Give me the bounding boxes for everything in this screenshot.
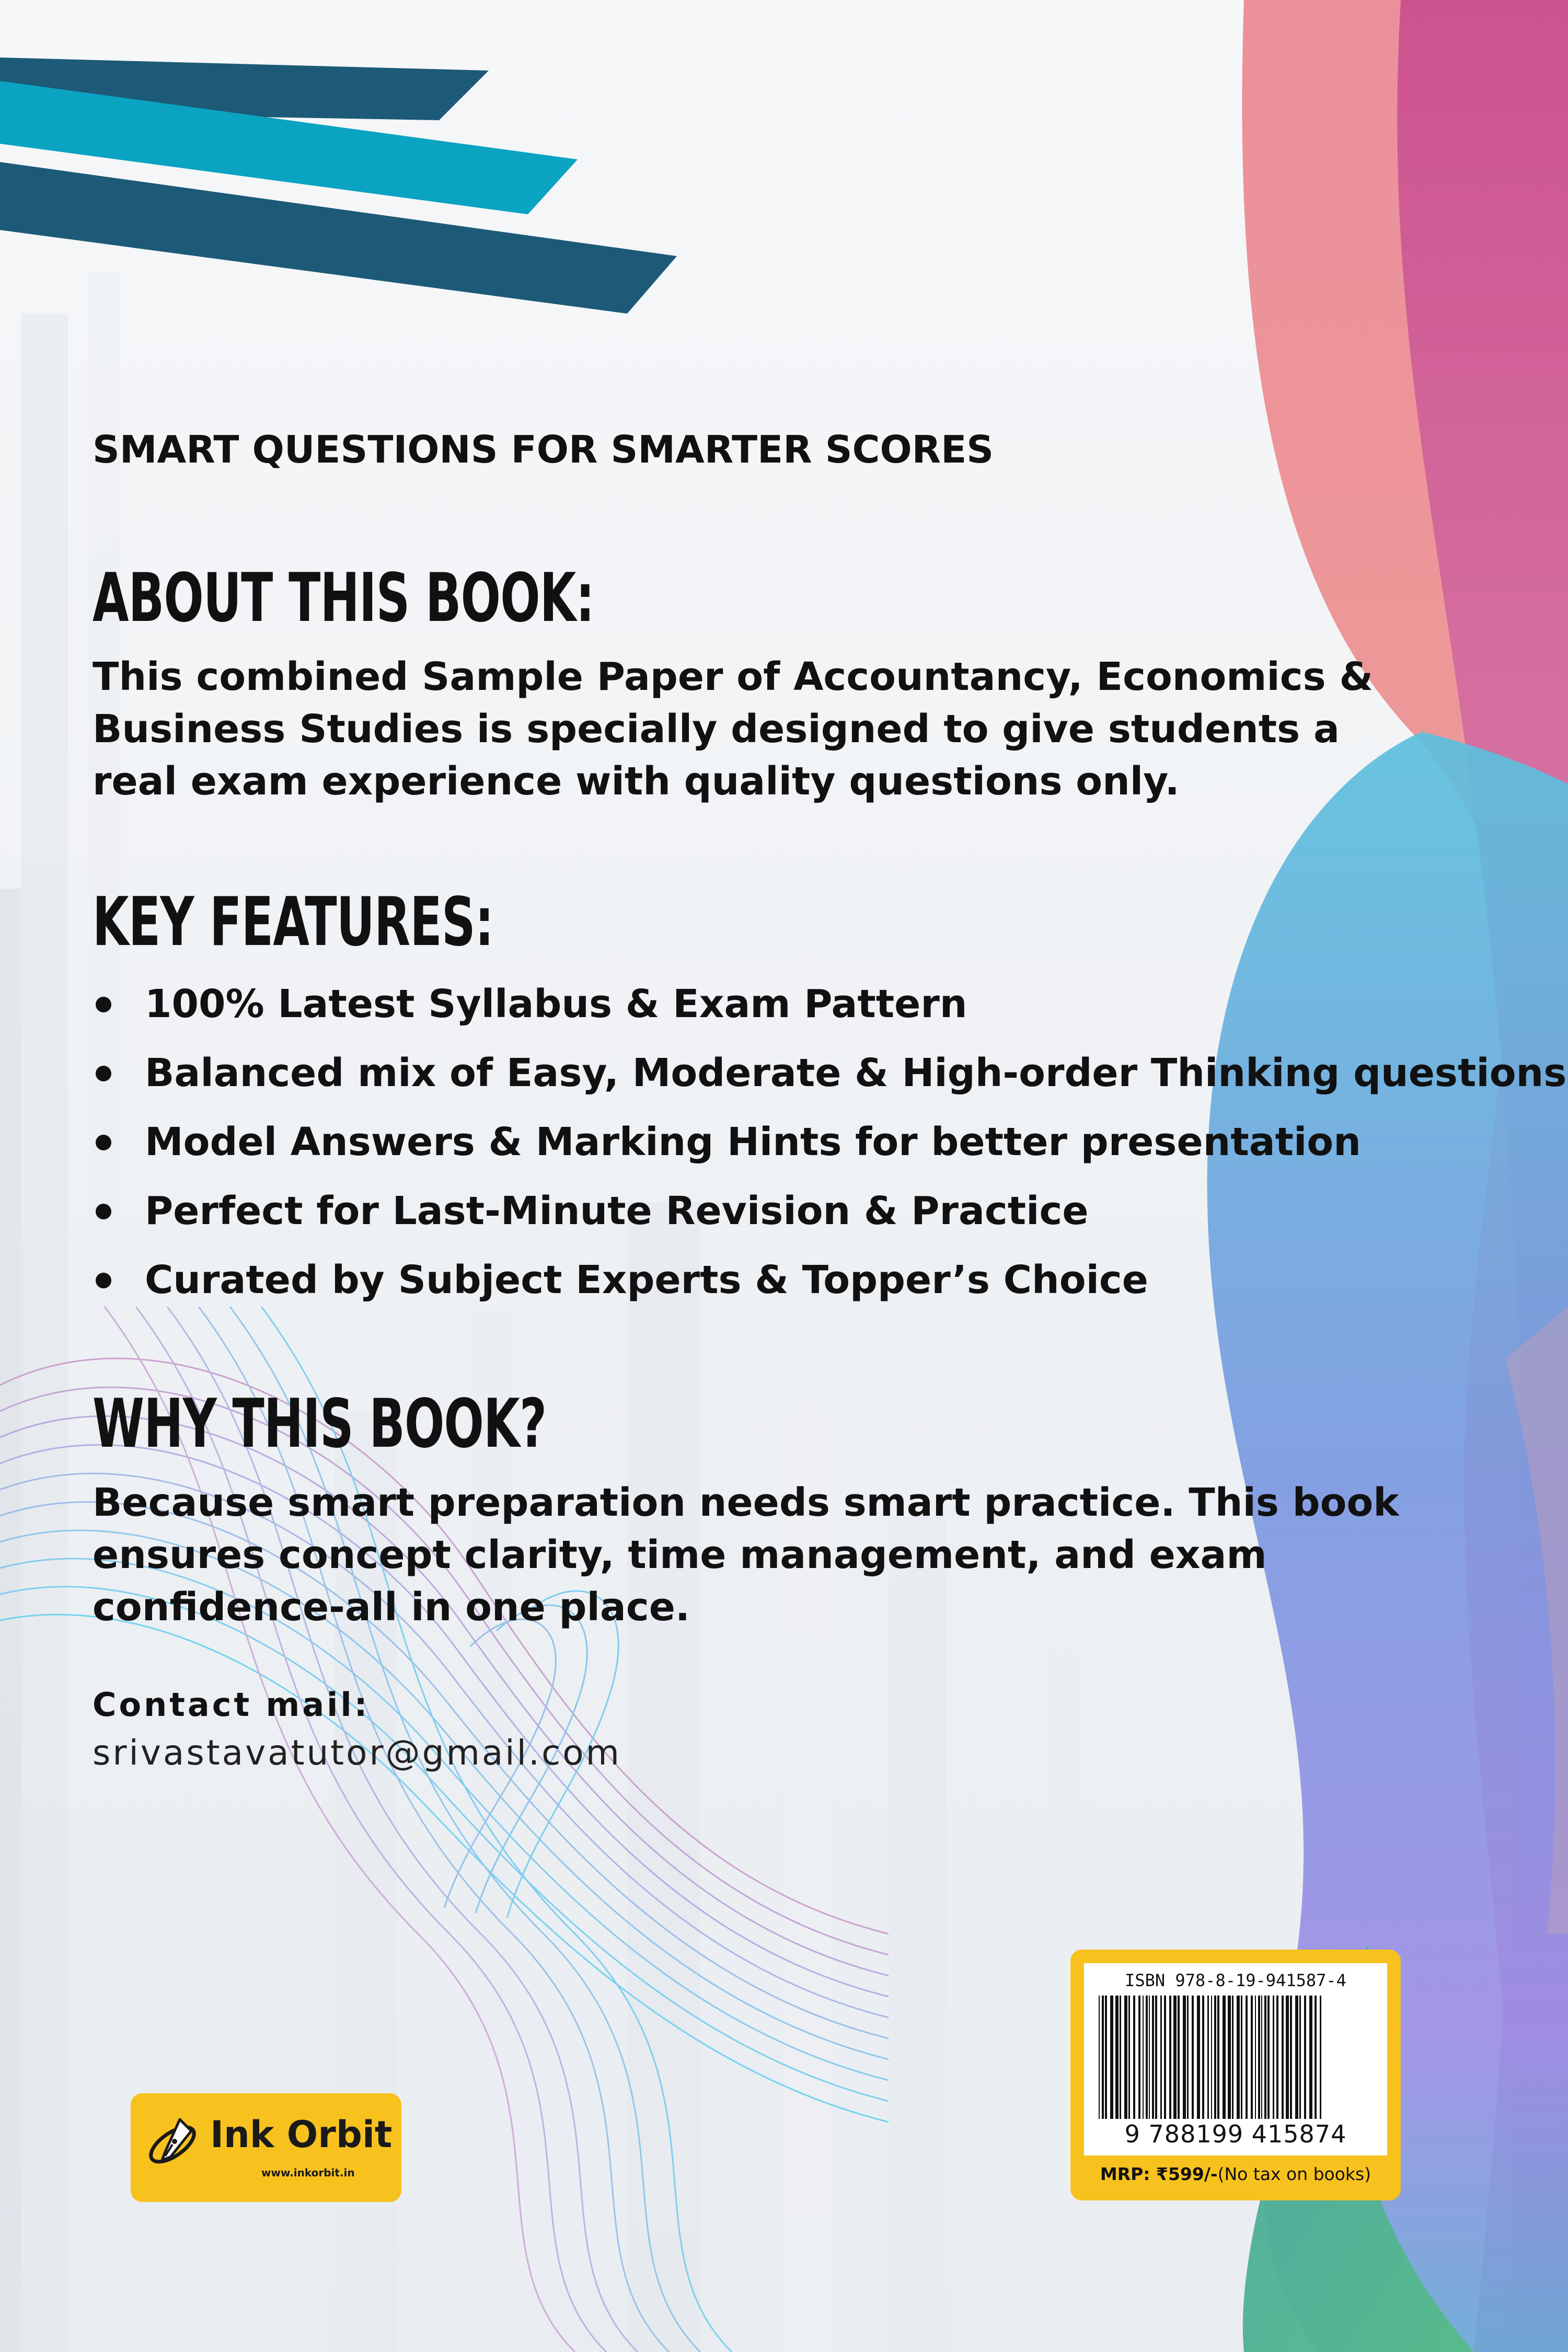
barcode-bar [1237,1996,1240,2119]
barcode-bar [1223,1996,1226,2119]
barcode-bar [1304,1996,1306,2119]
barcode-bar [1099,1996,1100,2119]
barcode-bar [1105,1996,1107,2119]
barcode-bar [1232,1996,1233,2119]
barcode-bar [1120,1996,1121,2119]
barcode-bar [1282,1996,1284,2119]
publisher-name: Ink Orbit [210,2113,393,2156]
barcode-bar [1207,1996,1209,2119]
barcode-bar [1102,1996,1104,2119]
barcode-bar [1258,1996,1260,2119]
barcode-bar [1178,1996,1180,2119]
barcode-bar [1267,1996,1270,2119]
barcode-bar [1146,1996,1148,2119]
contact-label: Contact mail: [93,1686,370,1724]
barcode-bar [1211,1996,1212,2119]
barcode-panel [1070,1950,1401,2200]
isbn-text: ISBN 978-8-19-941587-4 [1125,1970,1346,1990]
publisher-url[interactable]: www.inkorbit.in [261,2166,355,2179]
barcode-bar [1299,1996,1301,2119]
barcode-bar [1320,1996,1321,2119]
barcode-bar [1295,1996,1298,2119]
barcode-bar [1138,1996,1140,2119]
mrp-label: MRP: ₹599/- [1100,2164,1218,2184]
barcode-bar [1128,1996,1130,2119]
barcode-label [1084,1963,1387,2155]
pen-nib-orbit-icon [141,2112,204,2175]
barcode-bar [1192,1996,1194,2119]
price-line [1070,2164,1401,2184]
barcode-bar [1217,1996,1219,2119]
barcode-bar [1183,1996,1186,2119]
tagline: SMART QUESTIONS FOR SMARTER SCORES [93,428,994,471]
barcode-bar [1276,1996,1278,2119]
feature-item: Balanced mix of Easy, Moderate & High-order Thinking questions [93,1039,1566,1108]
feature-item: Perfect for Last-Minute Revision & Practice [93,1177,1566,1246]
barcode-digits: 9 788199 415874 [1124,2120,1347,2148]
about-text: This combined Sample Paper of Accountancy, Economics & Business Studies is specially designed to give students a real exam experience with quality questions only. [93,654,1373,804]
feature-item: 100% Latest Syllabus & Exam Pattern [93,970,1566,1039]
barcode-bar [1261,1996,1262,2119]
barcode-bar [1124,1996,1127,2119]
barcode-bar [1143,1996,1144,2119]
feature-item: Curated by Subject Experts & Topper’s Choice [93,1246,1566,1315]
barcode-bar [1309,1996,1312,2119]
barcode-bars [1097,1996,1375,2119]
barcode-bar [1164,1996,1166,2119]
barcode-bar [1286,1996,1289,2119]
barcode-bar [1133,1996,1135,2119]
contact-email[interactable]: srivastavatutor@gmail.com [93,1733,621,1773]
barcode-bar [1152,1996,1154,2119]
publisher-logo [131,2093,401,2202]
about-heading: ABOUT THIS BOOK: [93,559,594,637]
feature-item: Model Answers & Marking Hints for better presentation [93,1108,1566,1177]
barcode-bar [1169,1996,1171,2119]
barcode-bar [1173,1996,1177,2119]
barcode-bar [1115,1996,1119,2119]
barcode-bar [1246,1996,1248,2119]
barcode-bar [1273,1996,1274,2119]
barcode-bar [1251,1996,1253,2119]
barcode-bar [1264,1996,1266,2119]
why-heading: WHY THIS BOOK? [93,1385,547,1463]
barcode-bar [1160,1996,1162,2119]
why-text: Because smart preparation needs smart practice. This book ensures concept clarity, time management, and exam confidence-all in one place. [93,1480,1399,1630]
key-features-list [93,970,1566,1315]
barcode-bar [1214,1996,1216,2119]
barcode-bar [1255,1996,1256,2119]
mrp-note: (No tax on books) [1217,2164,1371,2184]
barcode-bar [1290,1996,1292,2119]
barcode-bar [1110,1996,1113,2119]
barcode-bar [1187,1996,1189,2119]
barcode-bar [1197,1996,1200,2119]
barcode-bar [1149,1996,1150,2119]
barcode-bar [1202,1996,1204,2119]
key-features-heading: KEY FEATURES: [93,883,494,961]
barcode-bar [1315,1996,1317,2119]
barcode-bar [1228,1996,1231,2119]
barcode-bar [1155,1996,1157,2119]
barcode-bar [1241,1996,1242,2119]
